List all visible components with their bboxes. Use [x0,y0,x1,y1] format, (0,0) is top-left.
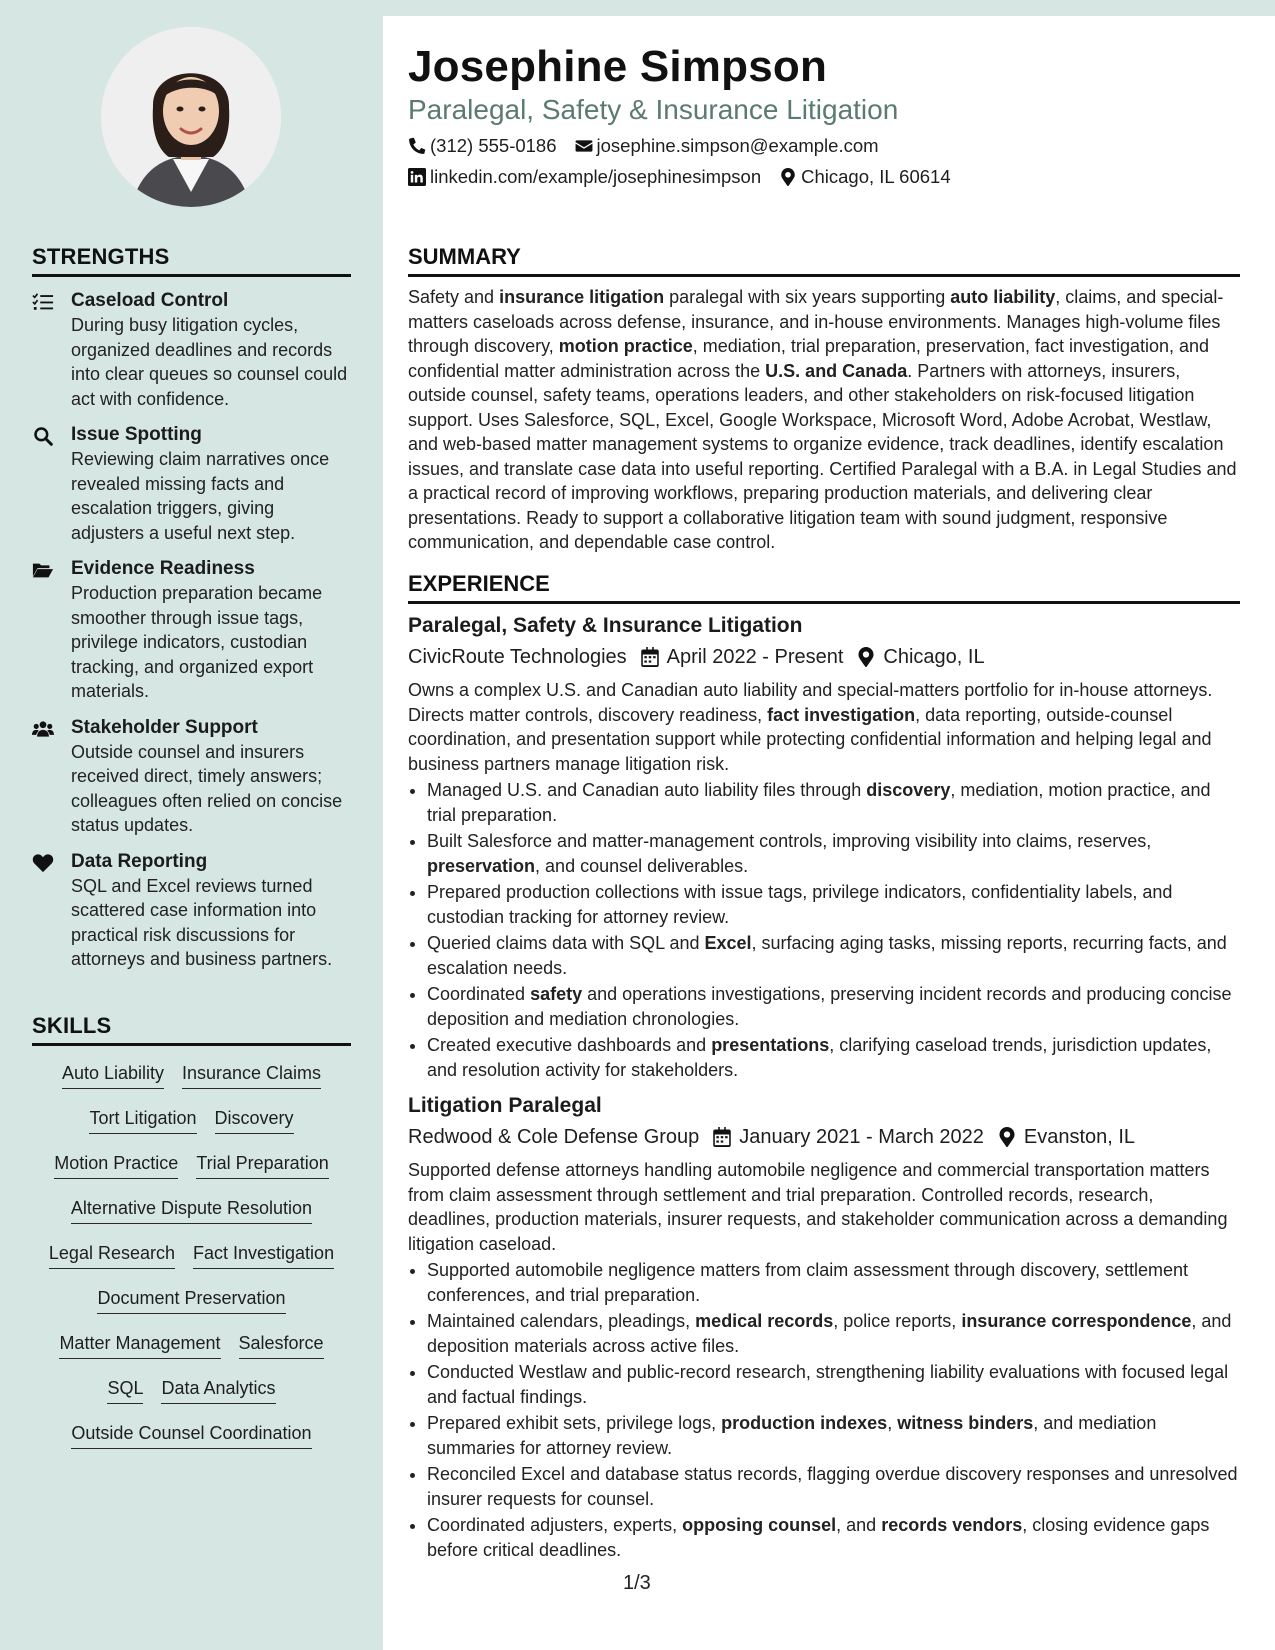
strength-title: Caseload Control [71,290,229,311]
emphasis-text: production indexes [721,1413,888,1433]
map-pin-icon [998,1127,1016,1147]
text-run: Safety and [408,287,500,307]
skill-row [32,1058,351,1103]
job-bullet [427,880,1240,929]
job-bullet [427,829,1240,878]
skill-row [32,1148,351,1193]
skills-section [32,1013,351,1463]
job-meta [408,644,1240,670]
text-run: Owns a complex U.S. and Canadian auto liability and special-matters portfolio for in-house attorneys. Directs matter controls, discovery readiness, [408,680,1213,725]
strength-description: Outside counsel and insurers received direct, timely answers; colleagues often relied on concise status updates. [71,741,343,835]
text-run: paralegal with six years supporting [664,287,951,307]
text-run: , mediation, trial preparation, preservation, fact investigation, and confidential matter administration across the [408,336,1210,381]
skill-tag: Outside Counsel Coordination [71,1418,311,1449]
text-run: , and deposition materials across active files. [427,1311,1232,1356]
list-check-icon [32,292,56,312]
job-description [408,1158,1240,1256]
folder-open-icon [32,560,56,580]
text-run: Queried claims data with SQL and [427,933,705,953]
calendar-icon [641,647,659,667]
linkedin-contact[interactable] [408,166,761,188]
skill-tag: SQL [107,1373,143,1404]
job-entry [408,612,1240,1082]
text-run: Prepared exhibit sets, privilege logs, [427,1413,722,1433]
summary-text [408,285,1240,555]
skill-row [32,1193,351,1238]
text-run: Coordinated [427,984,531,1004]
job-location [998,1124,1135,1150]
phone-text: (312) 555-0186 [430,135,557,156]
strength-title: Evidence Readiness [71,558,255,579]
emphasis-text: U.S. and Canada [765,360,908,381]
emphasis-text: records vendors [881,1515,1023,1535]
strength-item [32,850,351,972]
skill-tag: Motion Practice [54,1148,178,1179]
text-run: , clarifying caseload trends, jurisdiction updates, and resolution activity for stakeholders. [427,1035,1212,1080]
text-run: , police reports, [833,1311,962,1331]
skill-tag: Data Analytics [161,1373,275,1404]
strengths-list [32,289,351,972]
emphasis-text: insurance litigation [499,287,665,307]
job-bullets [408,1258,1240,1562]
text-run: , mediation, motion practice, and trial preparation. [427,780,1211,825]
emphasis-text: Excel [704,933,752,953]
skill-row [32,1283,351,1328]
job-title: Paralegal, Safety & Insurance Litigation [408,614,803,637]
map-pin-icon [779,168,797,186]
job-dates-text: January 2021 - March 2022 [739,1126,984,1148]
strength-description: During busy litigation cycles, organized deadlines and records into clear queues so counsel could act with confidence. [71,315,348,409]
emphasis-text: fact investigation [767,704,916,725]
users-icon [32,719,56,739]
envelope-icon [575,137,593,155]
strength-item [32,423,351,545]
job-bullet [427,982,1240,1031]
skill-tag: Document Preservation [97,1283,285,1314]
experience-section [408,571,1240,1564]
contact-row-2 [408,166,951,188]
text-run: , surfacing aging tasks, missing reports, recurring facts, and escalation needs. [427,933,1227,978]
skill-tag: Fact Investigation [193,1238,334,1269]
phone-icon [408,137,426,155]
heart-icon [32,853,56,873]
job-entry [408,1092,1240,1562]
location-contact [779,166,950,188]
strength-title: Data Reporting [71,850,208,872]
skills-heading: SKILLS [32,1013,351,1046]
strength-item [32,557,351,704]
job-bullets [408,778,1240,1082]
location-text: Chicago, IL 60614 [801,166,951,187]
summary-heading: SUMMARY [408,244,1240,277]
text-run: Created executive dashboards and [427,1035,712,1055]
job-meta [408,1124,1240,1150]
job-location-text: Evanston, IL [1023,1126,1136,1148]
emphasis-text: presentations [711,1035,830,1055]
emphasis-text: motion practice [558,336,693,356]
contact-row-1 [408,135,879,157]
text-run: Supported defense attorneys handling automobile negligence and commercial transportation matters from claim assessment through settlement and trial preparation. Controlled records, research, deadlines, production materials, insurer requests, and stakeholder communication across a demanding litigation caseload. [408,1160,1228,1254]
text-run: Prepared production collections with issue tags, privilege indicators, confidentiality labels, and custodian tracking for attorney review. [427,882,1173,927]
strength-description: SQL and Excel reviews turned scattered case information into practical risk discussions for attorneys and business partners. [71,875,333,969]
job-description [408,678,1240,776]
strength-description: Production preparation became smoother through issue tags, privilege indicators, custodian tracking, and organized export materials. [71,583,323,701]
email-text[interactable]: josephine.simpson@example.com [596,135,879,156]
job-title: Litigation Paralegal [408,1094,602,1117]
job-bullet [427,1033,1240,1082]
skill-row [32,1238,351,1283]
strength-title: Stakeholder Support [71,716,258,738]
text-run: Coordinated adjusters, experts, [427,1515,683,1535]
summary-section [408,244,1240,555]
calendar-icon [713,1127,731,1147]
portrait-illustration [101,27,281,207]
emphasis-text: opposing counsel [682,1515,837,1535]
skill-row [32,1418,351,1463]
job-bullet [427,1258,1240,1307]
job-bullet [427,1360,1240,1409]
text-run: , [887,1413,898,1433]
text-run: Conducted Westlaw and public-record research, strengthening liability evaluations with focused legal and factual findings. [427,1362,1229,1407]
skill-tag: Salesforce [239,1328,324,1359]
search-icon [32,426,56,446]
jobs-list [408,612,1240,1562]
job-bullet [427,931,1240,980]
phone-contact [408,135,557,157]
strength-title: Issue Spotting [71,424,202,445]
linkedin-text[interactable]: linkedin.com/example/josephinesimpson [430,166,762,187]
job-location-text: Chicago, IL [883,646,985,668]
text-run: Supported automobile negligence matters from claim assessment through discovery, settlement conferences, and trial preparation. [427,1260,1189,1305]
job-location [857,644,984,670]
profile-photo [101,27,281,207]
emphasis-text: witness binders [897,1413,1034,1433]
skill-tag: Tort Litigation [89,1103,196,1134]
skill-tag: Trial Preparation [196,1148,328,1179]
map-pin-icon [857,647,875,667]
strength-item [32,716,351,838]
candidate-headline: Paralegal, Safety & Insurance Litigation [408,94,899,125]
text-run: , and counsel deliverables. [535,855,749,876]
text-run: Built Salesforce and matter-management controls, improving visibility into claims, reserves, [427,831,1152,851]
job-bullet [427,1411,1240,1460]
candidate-name: Josephine Simpson [408,42,828,91]
job-bullet [427,778,1240,827]
strengths-heading: STRENGTHS [32,244,351,277]
emphasis-text: safety [530,984,583,1004]
text-run: , data reporting, outside-counsel coordination, and presentation support while protecting confidential information and helping legal and business partners manage litigation risk. [408,704,1212,774]
skill-tag: Alternative Dispute Resolution [71,1193,312,1224]
skill-tag: Auto Liability [62,1058,164,1089]
skill-row [32,1328,351,1373]
text-run: , claims, and special-matters caseloads across defense, insurance, and in-house environments. Manages high-volume files through discovery, [408,287,1224,356]
strength-item [32,289,351,411]
text-run: , and [836,1515,882,1535]
skills-list [32,1058,351,1463]
job-company: Redwood & Cole Defense Group [408,1126,700,1148]
text-run: Managed U.S. and Canadian auto liability files through [427,780,867,800]
emphasis-text: medical records [695,1311,834,1331]
text-run: . Partners with attorneys, insurers, outside counsel, safety teams, operations leaders, and other stakeholders on risk-focused litigation support. Uses Salesforce, SQL, Excel, Google Workspace, Microsoft Word, Adobe Acrobat, Westlaw, and web-based matter management systems to organize evidence, track deadlines, identify escalation issues, and translate case data into useful reporting. Certified Paralegal with a B.A. in Legal Studies and a practical record of improving workflows, preparing production materials, and delivering clear presentations. Ready to support a collaborative litigation team with sound judgment, responsive communication, and dependable case control. [408,360,1237,552]
skill-row [32,1373,351,1418]
text-run: Maintained calendars, pleadings, [427,1311,696,1331]
job-bullet [427,1309,1240,1358]
skill-tag: Legal Research [49,1238,175,1269]
emphasis-text: auto liability [950,287,1056,307]
text-run: Reconciled Excel and database status records, flagging overdue discovery responses and unresolved insurer requests for counsel. [427,1464,1238,1509]
job-bullet [427,1513,1240,1562]
skill-tag: Matter Management [59,1328,220,1359]
emphasis-text: preservation [427,855,536,876]
strength-description: Reviewing claim narratives once revealed missing facts and escalation triggers, giving adjusters a useful next step. [71,449,330,543]
job-bullet [427,1462,1240,1511]
skill-tag: Discovery [215,1103,294,1134]
text-run: and operations investigations, preserving incident records and producing concise deposition and mediation chronologies. [427,984,1232,1029]
linkedin-icon [408,168,426,186]
job-company: CivicRoute Technologies [408,646,627,668]
emphasis-text: discovery [866,780,951,800]
experience-heading: EXPERIENCE [408,571,1240,604]
email-contact[interactable] [575,135,879,157]
page-number: 1/3 [623,1572,651,1594]
text-run: , closing evidence gaps before critical deadlines. [427,1515,1210,1560]
emphasis-text: insurance correspondence [961,1311,1192,1331]
job-dates-text: April 2022 - Present [666,646,844,668]
job-dates [713,1124,984,1150]
strengths-section [32,244,351,972]
job-dates [641,644,844,670]
text-run: , and mediation summaries for attorney review. [427,1413,1157,1458]
skill-tag: Insurance Claims [182,1058,321,1089]
skill-row [32,1103,351,1148]
